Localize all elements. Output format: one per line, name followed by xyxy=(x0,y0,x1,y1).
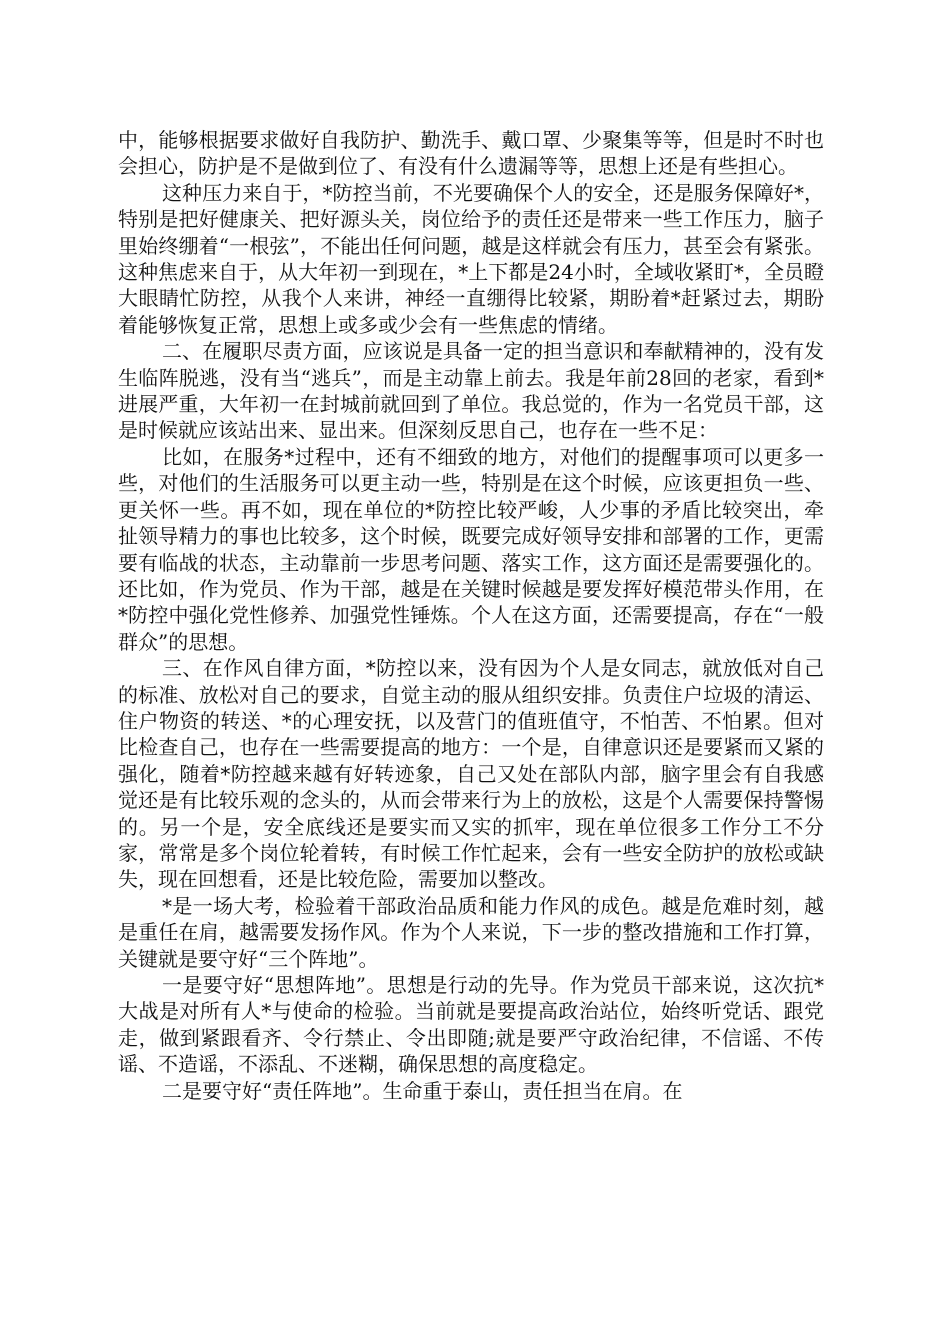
paragraph-6: *是一场大考，检验着干部政治品质和能力作风的成色。越是危难时刻，越是重任在肩，越需要发扬作风。作为个人来说，下一步的整改措施和工作打算，关键就是要守好“三个阵地”。 xyxy=(118,893,824,971)
paragraph-2: 这种压力来自于，*防控当前，不光要确保个人的安全，还是服务保障好*，特别是把好健康关、把好源头关，岗位给予的责任还是带来一些工作压力，脑子里始终绷着“一根弦”，不能出任何问题，越是这样就会有压力，甚至会有紧张。这种焦虑来自于，从大年初一到现在，*上下都是24小时，全域收紧盯*，全员瞪大眼睛忙防控，从我个人来讲，神经一直绷得比较紧，期盼着*赶紧过去，期盼着能够恢复正常，思想上或多或少会有一些焦虑的情绪。 xyxy=(118,180,824,337)
paragraph-7: 一是要守好“思想阵地”。思想是行动的先导。作为党员干部来说，这次抗*大战是对所有人*与使命的检验。当前就是要提高政治站位，始终听党话、跟党走，做到紧跟看齐、令行禁止、令出即随;就是要严守政治纪律，不信谣、不传谣、不造谣，不添乱、不迷糊，确保思想的高度稳定。 xyxy=(118,973,824,1077)
paragraph-8: 二是要守好“责任阵地”。生命重于泰山，责任担当在肩。在 xyxy=(162,1078,683,1103)
paragraph-1: 中，能够根据要求做好自我防护、勤洗手、戴口罩、少聚集等等，但是时不时也会担心，防护是不是做到位了、有没有什么遗漏等等，思想上还是有些担心。 xyxy=(118,128,824,179)
document-body xyxy=(118,127,824,1104)
paragraph-5: 三、在作风自律方面，*防控以来，没有因为个人是女同志，就放低对自己的标准、放松对自己的要求，自觉主动的服从组织安排。负责住户垃圾的清运、住户物资的转送、*的心理安抚，以及营门的值班值守，不怕苦、不怕累。但对比检查自己，也存在一些需要提高的地方：一个是，自律意识还是要紧而又紧的强化，随着*防控越来越有好转迹象，自己又处在部队内部，脑字里会有自我感觉还是有比较乐观的念头的，从而会带来行为上的放松，这是个人需要保持警惕的。另一个是，安全底线还是要实而又实的抓牢，现在单位很多工作分工不分家，常常是多个岗位轮着转，有时候工作忙起来，会有一些安全防护的放松或缺失，现在回想看，还是比较危险，需要加以整改。 xyxy=(118,656,824,892)
paragraph-4: 比如，在服务*过程中，还有不细致的地方，对他们的提醒事项可以更多一些，对他们的生活服务可以更主动一些，特别是在这个时候，应该更担负一些、更关怀一些。再不如，现在单位的*防控比较严峻，人少事的矛盾比较突出，牵扯领导精力的事也比较多，这个时候，既要完成好领导安排和部署的工作，更需要有临战的状态，主动靠前一步思考问题、落实工作，这方面还是需要强化的。还比如，作为党员、作为干部，越是在关键时候越是要发挥好模范带头作用，在*防控中强化党性修养、加强党性锤炼。个人在这方面，还需要提高，存在“一般群众”的思想。 xyxy=(118,444,824,654)
paragraph-3: 二、在履职尽责方面，应该说是具备一定的担当意识和奉献精神的，没有发生临阵脱逃，没有当“逃兵”，而是主动靠上前去。我是年前28回的老家，看到*进展严重，大年初一在封城前就回到了单位。我总觉的，作为一名党员干部，这是时候就应该站出来、显出来。但深刻反思自己，也存在一些不足： xyxy=(118,339,824,443)
